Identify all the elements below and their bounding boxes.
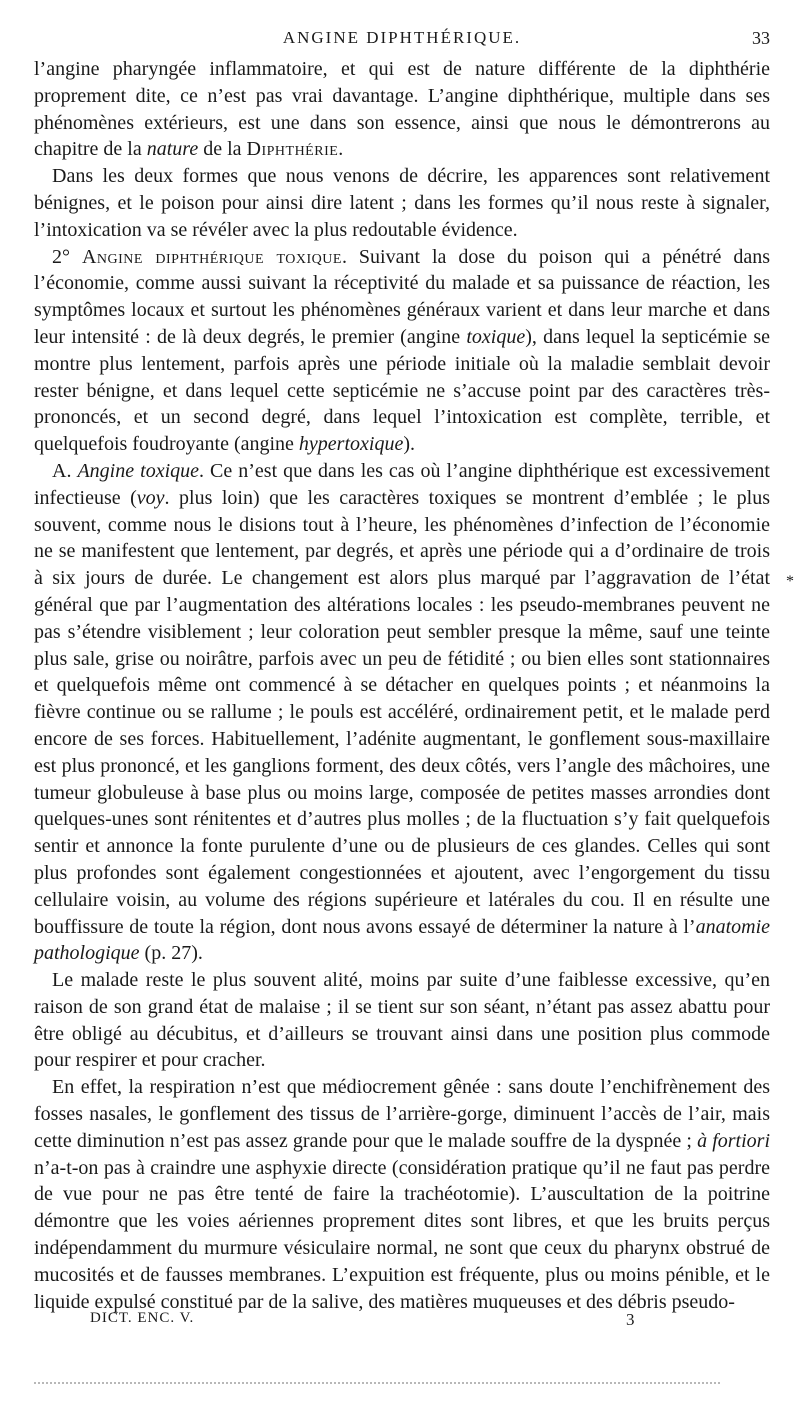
page-header	[34, 26, 770, 52]
italic-run: hypertoxique	[298, 433, 404, 456]
text-run: ), dans lequel la septicémie se montre plus lentement, parfois après une période initiale où la maladie semblait devoir rester bénigne, et dans lequel cette septicémie ne s’accuse point par des caractères très-prononcés, et un second degré, dans lequel l’intoxication est complète, terrible, et quelquefois foudroyante (angine	[34, 325, 770, 456]
printer-signature: DICT. ENC. V.	[90, 1310, 195, 1326]
italic-run: à fortiori	[697, 1129, 771, 1152]
paragraph	[34, 56, 770, 163]
text-run: . Suivant la dose du poison qui a pénétré dans l’économie, comme aussi suivant la réceptivité du malade et sa puissance de réaction, les symptômes locaux et surtout les phénomènes généraux varient et dans leur marche et dans leur intensité : de là deux degrés, le premier (angine	[34, 245, 770, 348]
paragraph	[34, 163, 770, 243]
text-run: Dans les deux formes que nous venons de décrire, les apparences sont relativement bénignes, et le poison pour ainsi dire latent ; dans les formes qu’il nous reste à signaler, l’intoxication va se révéler avec la plus redoutable évidence.	[34, 165, 770, 241]
text-run: . Ce n’est que dans les cas où l’angine diphthérique est excessivement infectieuse (	[34, 459, 770, 509]
page-footer	[90, 1310, 650, 1334]
text-run: 2°	[52, 245, 82, 268]
italic-run: voy	[136, 486, 165, 509]
text-run: n’a-t-on pas à craindre une asphyxie directe (considération pratique qu’il ne faut pas perdre de vue pour ne pas être tenté de faire la trachéotomie). L’auscultation de la poitrine démontre que les voies aériennes proprement dites sont libres, et que les bruits perçus indépendamment du murmure vésiculaire normal, ne sont que ceux du pharynx obstrué de mucosités et de fausses membranes. L’expuition est fréquente, plus ou moins pénible, et le liquide expulsé constitué par de la salive, des matières muqueuses et des débris pseudo-	[34, 1156, 770, 1313]
page-number: 33	[752, 28, 770, 48]
text-run: . plus loin) que les caractères toxiques se montrent d’emblée ; le plus souvent, comme nous le disions tout à l’heure, les phénomènes d’infection de l’économie ne se manifestent que lentement, par degrés, et après une période qui a d’ordinaire de trois à six jours de durée. Le changement est alors plus marqué par l’aggravation de l’état général que par l’augmentation des altérations locales : les pseudo-membranes peuvent ne pas s’étendre visiblement ; leur coloration peut sembler presque la même, sauf une teinte plus sale, grise ou noirâtre, parfois avec un peu de fétidité ; ou bien elles sont stationnaires et quelquefois même ont commencé à se détacher en quelques points ; et néanmoins la fièvre continue ou se rallume ; le pouls est accéléré, ordinairement petit, et le malade perd encore de ses forces. Habituellement, l’adénite augmentant, le gonflement sous-maxillaire est plus prononcé, et les ganglions forment, des deux côtés, vers l’angle des mâchoires, une tumeur globuleuse à base plus ou moins large, composée de petites masses arrondies dont quelques-unes sont rénitentes et d’autres plus molles ; de la fluctuation s’y fait quelquefois sentir et annonce la fonte purulente d’une ou de plusieurs de ces glandes. Celles qui sont plus profondes sont également congestionnées et ajoutent, avec l’engorgement du tissu cellulaire voisin, au volume des régions supérieure et latérales du cou. Il en résulte une bouffissure de toute la région, dont nous avons essayé de déterminer la nature à l’	[34, 486, 770, 938]
text-run: (p. 27).	[139, 942, 203, 965]
paragraph	[34, 458, 770, 967]
body-text	[34, 56, 770, 1315]
text-run: ).	[403, 433, 415, 456]
smallcaps-run: Angine diphthérique toxique	[81, 245, 342, 268]
paragraph	[34, 967, 770, 1074]
text-run: A.	[52, 459, 78, 482]
running-title: ANGINE DIPHTHÉRIQUE.	[282, 28, 522, 47]
text-run: En effet, la respiration n’est que médiocrement gênée : sans doute l’enchifrènement des fosses nasales, le gonflement des tissus de l’arrière-gorge, diminuent l’accès de l’air, mais cette diminution n’est pas assez grande pour que le malade souffre de la dyspnée ;	[34, 1076, 770, 1152]
text-run: l’angine pharyngée inflammatoire, et qui est de nature différente de la diphthérie proprement dite, ce n’est pas vrai davantage. L’angine diphthérique, multiple dans ses phénomènes extérieurs, est une dans son essence, ainsi que nous le démontrerons au chapitre de la	[34, 58, 770, 161]
italic-run: anatomie pathologique	[34, 915, 770, 965]
paragraph	[34, 1074, 770, 1315]
signature-number: 3	[626, 1310, 635, 1329]
text-run: .	[338, 138, 344, 161]
bottom-dotted-rule	[34, 1382, 720, 1384]
paragraph	[34, 244, 770, 458]
italic-run: Angine toxique	[77, 459, 199, 482]
italic-run: toxique	[466, 325, 526, 348]
text-run: de la	[198, 138, 247, 161]
italic-run: nature	[146, 138, 199, 161]
margin-asterisk: *	[786, 573, 794, 590]
text-run: Le malade reste le plus souvent alité, moins par suite d’une faiblesse excessive, qu’en raison de son grand état de malaise ; il se tient sur son séant, n’étant pas assez abattu pour être obligé au décubitus, et d’ailleurs se trouvant ainsi dans une position plus commode pour respirer et pour cracher.	[34, 969, 770, 1072]
smallcaps-run: Diphthérie	[246, 138, 339, 161]
